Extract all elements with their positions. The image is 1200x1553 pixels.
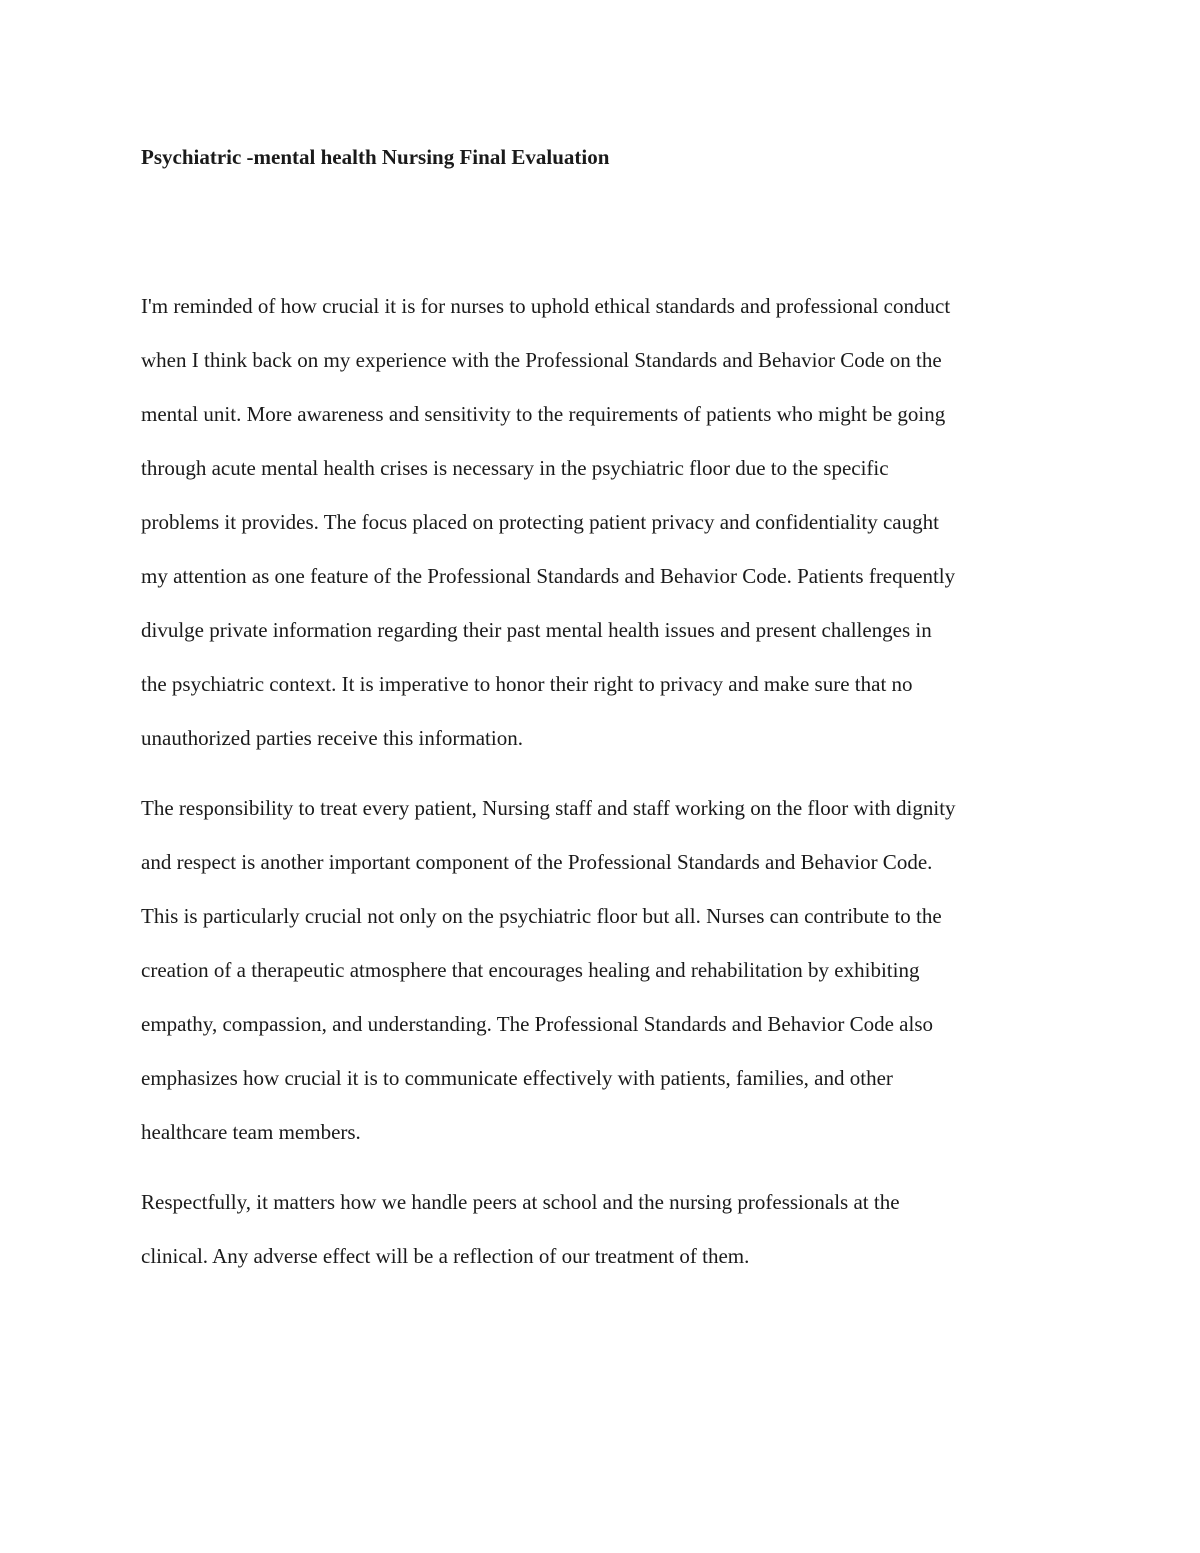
document-body: [141, 279, 1061, 1299]
text-line: problems it provides. The focus placed on protecting patient privacy and confidentiality caught: [141, 510, 939, 534]
text-line: creation of a therapeutic atmosphere that encourages healing and rehabilitation by exhibiting: [141, 958, 920, 982]
paragraph-1: [141, 279, 1061, 765]
text-line: the psychiatric context. It is imperative to honor their right to privacy and make sure that no: [141, 672, 913, 696]
text-line: divulge private information regarding their past mental health issues and present challenges in: [141, 618, 932, 642]
text-line: through acute mental health crises is necessary in the psychiatric floor due to the specific: [141, 456, 889, 480]
text-line: clinical. Any adverse effect will be a reflection of our treatment of them.: [141, 1244, 750, 1268]
text-line: unauthorized parties receive this information.: [141, 726, 523, 750]
text-line: mental unit. More awareness and sensitivity to the requirements of patients who might be going: [141, 402, 946, 426]
text-line: The responsibility to treat every patient, Nursing staff and staff working on the floor with dignity: [141, 796, 956, 820]
text-line: my attention as one feature of the Professional Standards and Behavior Code. Patients frequently: [141, 564, 956, 588]
text-line: Respectfully, it matters how we handle peers at school and the nursing professionals at the: [141, 1190, 900, 1214]
paragraph-3: [141, 1175, 1061, 1283]
text-line: This is particularly crucial not only on the psychiatric floor but all. Nurses can contribute to the: [141, 904, 942, 928]
text-line: healthcare team members.: [141, 1120, 361, 1144]
paragraph-2: [141, 781, 1061, 1159]
text-line: I'm reminded of how crucial it is for nurses to uphold ethical standards and professional conduct: [141, 294, 951, 318]
text-line: and respect is another important component of the Professional Standards and Behavior Code.: [141, 850, 933, 874]
text-line: when I think back on my experience with the Professional Standards and Behavior Code on the: [141, 348, 942, 372]
text-line: emphasizes how crucial it is to communicate effectively with patients, families, and other: [141, 1066, 893, 1090]
text-line: empathy, compassion, and understanding. The Professional Standards and Behavior Code also: [141, 1012, 934, 1036]
document-title: Psychiatric -mental health Nursing Final Evaluation: [141, 145, 610, 169]
